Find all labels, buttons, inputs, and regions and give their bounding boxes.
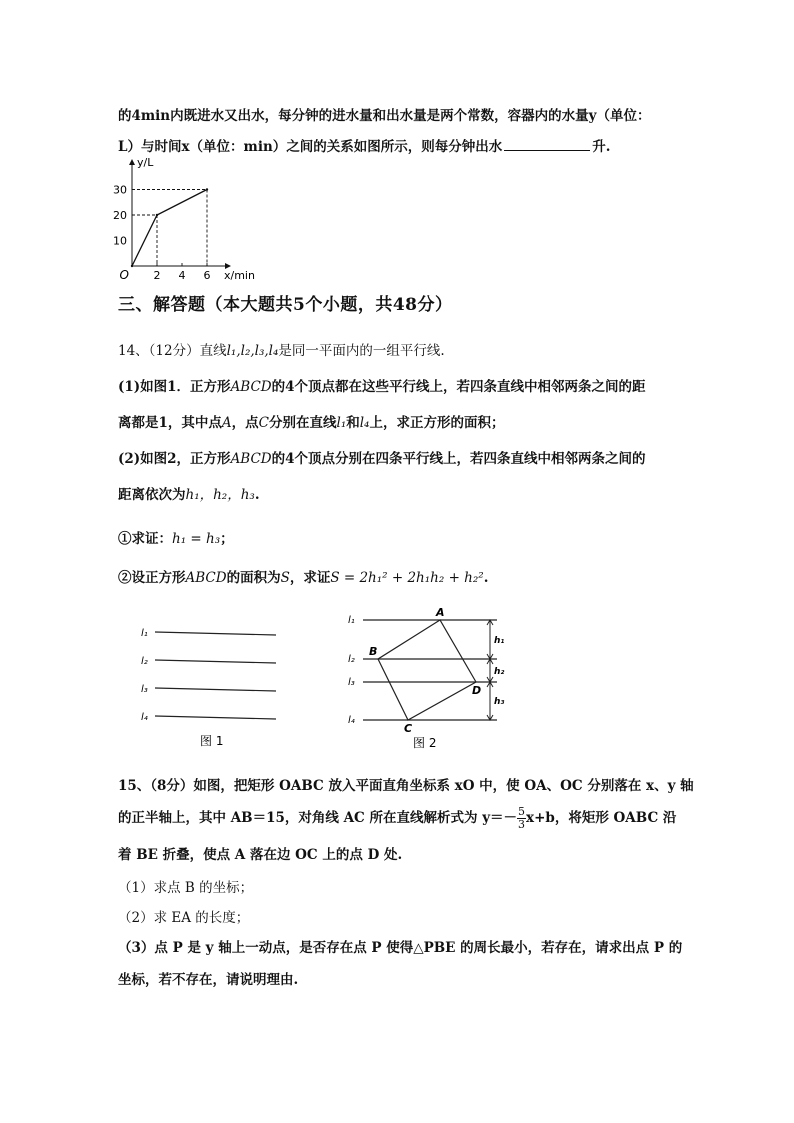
q15-frac-den: 3 bbox=[518, 818, 526, 831]
q14-part2-line1 bbox=[118, 447, 646, 467]
q13-line-2 bbox=[118, 135, 610, 155]
q15-l2-a: 的正半轴上，其中 AB＝15，对角线 AC 所在直线解析式为 y＝－ bbox=[118, 810, 518, 826]
fig2-caption: 图 2 bbox=[413, 736, 437, 750]
origin-label: O bbox=[119, 268, 129, 280]
q14-s1-a: ①求证： bbox=[118, 531, 172, 547]
fig2-point-d: D bbox=[472, 684, 482, 697]
q15-sub-4: 坐标，若不存在，请说明理由. bbox=[118, 972, 299, 988]
x-tick-label-2: 6 bbox=[203, 269, 211, 280]
fig2-point-b: B bbox=[369, 645, 378, 658]
q14-p1-c: 离都是1，其中点 bbox=[118, 415, 222, 431]
q14-s2-s: S bbox=[280, 570, 290, 586]
fig1-label-l4: l₄ bbox=[141, 712, 148, 723]
water-chart bbox=[110, 156, 270, 280]
q14-stem-prefix: 14、（12分）直线 bbox=[118, 343, 227, 359]
q14-s2-c: ，求证 bbox=[289, 570, 331, 586]
fig2-h2: h₂ bbox=[494, 667, 505, 677]
fig1-line-1 bbox=[155, 632, 276, 635]
q14-abcd-2: ABCD bbox=[230, 451, 272, 467]
q14-part2-line2 bbox=[118, 483, 260, 503]
q14-p1-a: (1)如图1．正方形 bbox=[118, 379, 231, 395]
q14-sub1 bbox=[118, 527, 234, 547]
q15-line-3: 着 BE 折叠，使点 A 落在边 OC 上的点 D 处. bbox=[118, 847, 403, 863]
data-point-1 bbox=[156, 214, 158, 216]
q14-line-l4: l₄ bbox=[359, 415, 370, 431]
fig2-point-a: A bbox=[436, 606, 445, 619]
x-tick-label-0: 2 bbox=[153, 269, 161, 280]
q14-s2-b: 的面积为 bbox=[226, 570, 281, 586]
fig2-label-l2: l₂ bbox=[348, 654, 355, 665]
q15-sub-1: （1）求点 B 的坐标； bbox=[118, 880, 254, 896]
q14-p1-b: 的4个顶点都在这些平行线上，若四条直线中相邻两条之间的距 bbox=[271, 379, 646, 395]
fig1-line-3 bbox=[155, 688, 276, 691]
q14-p1-g: 上，求正方形的面积； bbox=[369, 415, 505, 431]
fig1-line-4 bbox=[155, 716, 276, 719]
y-tick-label-2: 30 bbox=[113, 183, 127, 197]
fig2-point-c: C bbox=[404, 722, 413, 735]
q13-line-2-text: L）与时间x（单位：min）之间的关系如图所示，则每分钟出水 bbox=[118, 139, 503, 155]
q14-abcd-3: ABCD bbox=[185, 570, 227, 586]
fig1-caption: 图 1 bbox=[200, 734, 224, 748]
q14-point-c: C bbox=[258, 415, 269, 431]
q14-p2-d: . bbox=[254, 487, 260, 503]
q14-abcd-1: ABCD bbox=[230, 379, 272, 395]
q14-p1-d: ，点 bbox=[231, 415, 259, 431]
q14-p2-b: 的4个顶点分别在四条平行线上，若四条直线中相邻两条之间的 bbox=[271, 451, 646, 467]
fig2-h3: h₃ bbox=[494, 697, 505, 707]
q14-point-a: A bbox=[221, 415, 232, 431]
fig1-label-l2: l₂ bbox=[141, 656, 148, 667]
fig2-label-l4: l₄ bbox=[348, 715, 355, 726]
q14-p1-f: 和 bbox=[346, 415, 360, 431]
q15-l2-b: x+b，将矩形 OABC 沿 bbox=[526, 810, 677, 826]
x-axis-label: x/min bbox=[224, 269, 255, 280]
data-point-0 bbox=[131, 265, 133, 267]
fig2-h1: h₁ bbox=[494, 636, 505, 646]
q14-s2-eq: S = 2h₁² + 2h₁h₂ + h₂² bbox=[330, 570, 484, 586]
q15-line-2 bbox=[118, 806, 676, 831]
q15-fraction bbox=[517, 806, 526, 831]
q13-line-1: 的4min内既进水又出水，每分钟的进水量和出水量是两个常数，容器内的水量y（单位： bbox=[118, 108, 651, 124]
q15-line-1: 15、（8分）如图，把矩形 OABC 放入平面直角坐标系 xO 中，使 OA、OC 分别落在 x、y 轴 bbox=[118, 778, 694, 794]
q14-part1-line2 bbox=[118, 411, 504, 431]
fig2-label-l1: l₁ bbox=[348, 615, 355, 626]
y-tick-label-1: 20 bbox=[113, 209, 127, 222]
y-axis-label: y/L bbox=[137, 156, 154, 169]
q15-sub-3: （3）点 P 是 y 轴上一动点，是否存在点 P 使得△PBE 的周长最小，若存在，请求出点 P 的 bbox=[118, 940, 683, 956]
fig1-label-l1: l₁ bbox=[141, 628, 148, 639]
data-point-2 bbox=[206, 188, 208, 190]
q13-line-2-end: 升. bbox=[592, 139, 611, 155]
y-tick-label-0: 10 bbox=[113, 234, 127, 248]
q14-distances: h₁，h₂，h₃ bbox=[185, 487, 255, 503]
q14-s1-b: ； bbox=[220, 531, 234, 547]
fig2-label-l3: l₃ bbox=[348, 677, 355, 688]
q14-stem-lines: l₁,l₂,l₃,l₄ bbox=[226, 343, 279, 359]
q14-s2-a: ②设正方形 bbox=[118, 570, 186, 586]
answer-blank[interactable] bbox=[504, 138, 590, 151]
q14-line-l1: l₁ bbox=[336, 415, 347, 431]
series-line bbox=[132, 190, 207, 267]
q15-sub-2: （2）求 EA 的长度； bbox=[118, 910, 250, 926]
q14-s2-d: . bbox=[483, 570, 489, 586]
q14-s1-eq: h₁ = h₃ bbox=[172, 531, 221, 547]
q14-part1-line1 bbox=[118, 375, 646, 395]
q14-p1-e: 分别在直线 bbox=[269, 415, 337, 431]
fig2-square bbox=[378, 620, 476, 720]
x-tick-label-1: 4 bbox=[178, 269, 186, 280]
section-3-title: 三、解答题（本大题共5个小题，共48分） bbox=[118, 295, 453, 315]
fig1-label-l3: l₃ bbox=[141, 684, 148, 695]
figure-1 bbox=[138, 618, 288, 753]
q14-p2-c: 距离依次为 bbox=[118, 487, 186, 503]
q14-sub2 bbox=[118, 566, 488, 586]
figure-2 bbox=[345, 604, 515, 754]
q14-stem-suffix: 是同一平面内的一组平行线. bbox=[278, 343, 445, 359]
q14-stem bbox=[118, 339, 445, 359]
fig1-line-2 bbox=[155, 660, 276, 663]
q15-frac-num: 5 bbox=[518, 805, 526, 818]
q14-p2-a: (2)如图2，正方形 bbox=[118, 451, 231, 467]
